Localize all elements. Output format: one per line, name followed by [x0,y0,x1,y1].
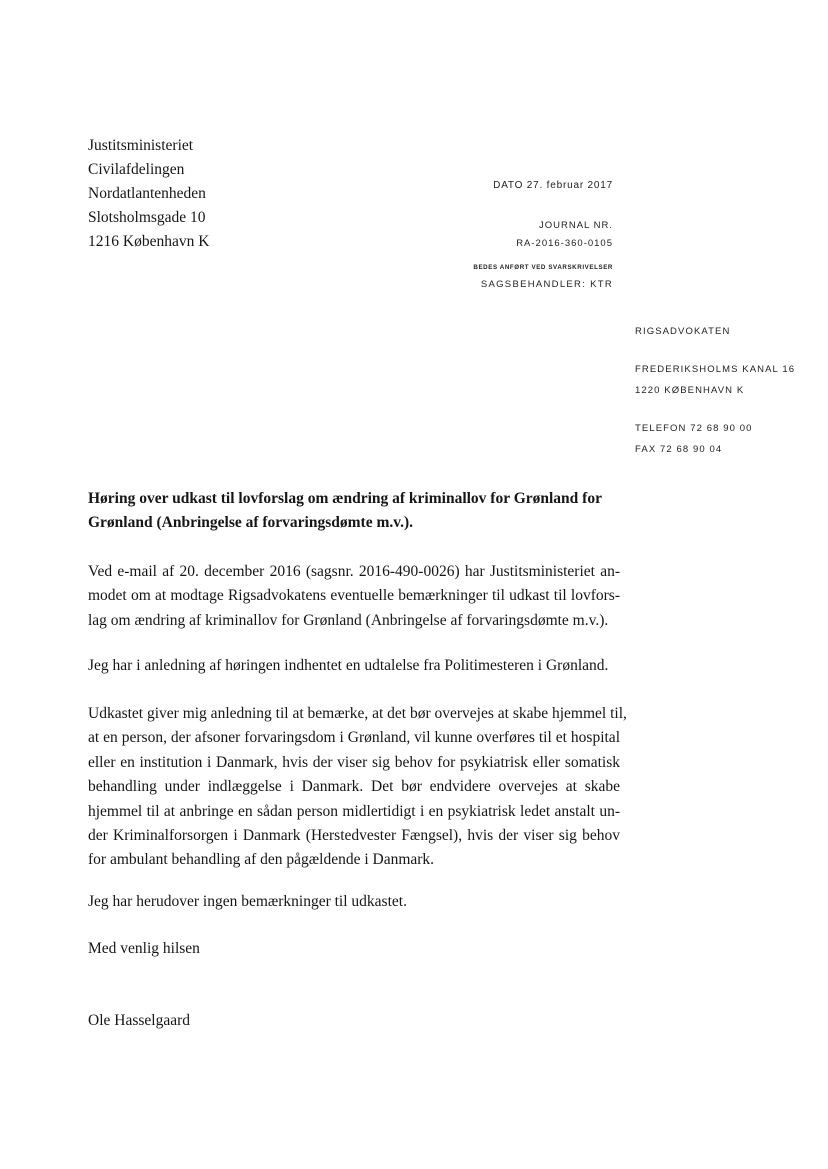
recipient-line: Justitsministeriet [88,137,194,154]
sender-name: RIGSADVOKATEN [635,326,731,337]
recipient-line: 1216 København K [88,233,210,250]
paragraph-hearing [88,654,608,678]
recipient-line: Nordatlantenheden [88,185,206,202]
signature-name: Ole Hasselgaard [88,1012,190,1029]
paragraph-no-further-remarks [88,890,407,914]
journal-number: RA-2016-360-0105 [516,238,613,249]
letter-subject [88,487,628,535]
recipient-address [88,134,209,254]
paragraph-remarks [88,702,627,873]
sender-phone: TELEFON 72 68 90 00 [635,423,753,434]
recipient-line: Civilafdelingen [88,161,185,178]
closing-greeting: Med venlig hilsen [88,940,200,957]
body-line: Udkastet giver mig anledning til at bemærke, at det bør overvejes at skabe hjemmel til, [88,705,627,722]
body-line: Jeg har herudover ingen bemærkninger til udkastet. [88,893,407,910]
reference-note: BEDES ANFØRT VED SVARSKRIVELSER [473,264,613,271]
body-line: at en person, der afsoner forvaringsdom i Grønland, vil kunne overføres til et hospital [88,729,620,747]
sender-fax: FAX 72 68 90 04 [635,444,723,455]
sender-street: FREDERIKSHOLMS KANAL 16 [635,364,796,375]
body-line: eller en institution i Danmark, hvis der viser sig behov for psykiatrisk eller somatisk [88,753,620,771]
body-line: der Kriminalforsorgen i Danmark (Herstedvester Fængsel), hvis der viser sig behov [88,827,620,845]
body-line: hjemmel til at anbringe en sådan person midlertidigt i en psykiatrisk ledet anstalt un- [88,802,620,820]
body-line: for ambulant behandling af den pågældende i Danmark. [88,851,435,869]
subject-line: Grønland (Anbringelse af forvaringsdømte m.v.). [88,514,414,531]
paragraph-request [88,560,620,633]
body-line: behandling under indlæggelse i Danmark. Det bør endvidere overvejes at skabe [88,778,620,796]
recipient-line: Slotsholmsgade 10 [88,209,206,226]
body-line: Ved e-mail af 20. december 2016 (sagsnr. 2016-490-0026) har Justitsministeriet an- [88,563,620,580]
sender-city: 1220 KØBENHAVN K [635,385,745,396]
body-line: lag om ændring af kriminallov for Grønland (Anbringelse af forvaringsdømte m.v.). [88,611,609,629]
body-line: Jeg har i anledning af høringen indhentet en udtalelse fra Politimesteren i Grønland. [88,657,609,674]
case-handler: SAGSBEHANDLER: KTR [480,279,613,290]
letter-date: DATO 27. februar 2017 [493,180,613,191]
body-line: modet om at modtage Rigsadvokatens eventuelle bemærkninger til udkast til lovfors- [88,587,620,605]
subject-line: Høring over udkast til lovforslag om ændring af kriminallov for Grønland for [88,490,602,507]
journal-label: JOURNAL NR. [539,220,613,231]
